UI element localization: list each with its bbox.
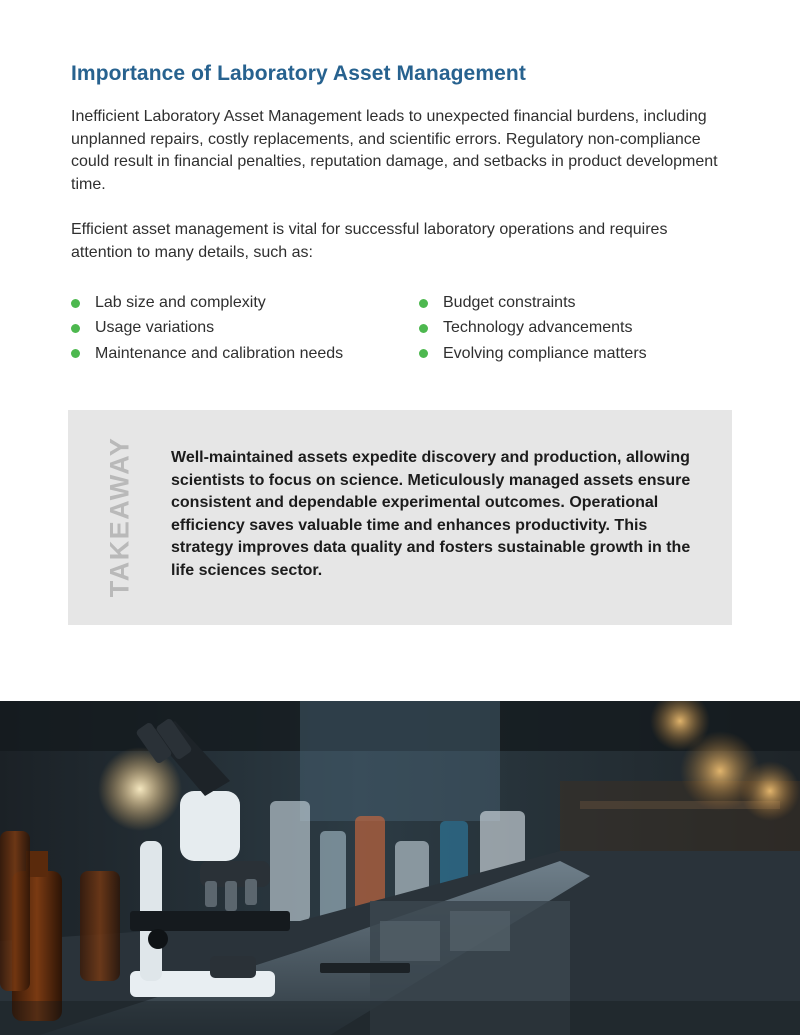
list-item-label: Evolving compliance matters (443, 344, 647, 362)
list-item-label: Budget constraints (443, 294, 576, 311)
bullet-dot-icon (419, 324, 428, 333)
list-item (71, 343, 419, 365)
bullet-dot-icon (419, 299, 428, 308)
list-item-label: Technology advancements (443, 319, 633, 337)
takeaway-label: TAKEAWAY (104, 436, 135, 598)
bullet-dot-icon (419, 349, 428, 358)
intro-paragraph: Inefficient Laboratory Asset Management leads to unexpected financial burdens, including unplanned repairs, costly replacements, and scientific errors. Regulatory non-compliance could result in financial penalties, reputation damage, and setbacks in product development time. (71, 108, 718, 193)
list-item (419, 343, 731, 365)
list-item (71, 317, 419, 339)
list-item-label: Usage variations (95, 319, 215, 337)
list-item-label: Maintenance and calibration needs (95, 344, 344, 362)
laboratory-microscope-photo (0, 701, 800, 1035)
list-item (419, 317, 731, 339)
page-title: Importance of Laboratory Asset Management (71, 62, 526, 85)
bullet-dot-icon (71, 299, 80, 308)
bullet-dot-icon (71, 324, 80, 333)
list-item-label: Lab size and complexity (95, 294, 266, 311)
list-item (71, 292, 419, 314)
bullet-dot-icon (71, 349, 80, 358)
details-paragraph: Efficient asset management is vital for successful laboratory operations and requires attention to many details, such as: (71, 221, 668, 261)
list-item (419, 292, 731, 314)
bullet-list (71, 292, 731, 365)
takeaway-text: Well-maintained assets expedite discovery and production, allowing scientists to focus on science. Meticulously managed assets ensure consistent and dependable experimental outcomes. Operational efficiency saves valuable time and enhances productivity. This strategy improves data quality and fosters sustainable growth in the life sciences sector. (171, 449, 691, 579)
